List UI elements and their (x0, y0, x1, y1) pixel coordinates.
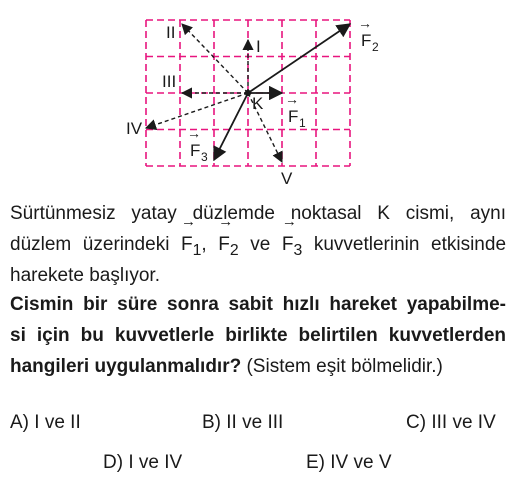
label-i: I (256, 37, 261, 56)
line2-post: kuvvetlerinin etkisinde (313, 234, 507, 255)
svg-text:F: F (190, 141, 201, 160)
point-k (245, 90, 251, 96)
line2-pre: düzlem üzerindeki (10, 234, 170, 255)
option-e[interactable]: E) IV ve V (306, 452, 392, 473)
question-line-3: harekete başlıyor. (10, 265, 160, 286)
label-iii: III (162, 72, 177, 91)
label-iv: IV (126, 119, 143, 138)
arrow-ii (182, 24, 248, 93)
label-k: K (252, 94, 264, 113)
option-b[interactable]: B) II ve III (202, 412, 284, 433)
svg-text:F: F (288, 107, 299, 126)
label-f1 (285, 91, 306, 130)
system-note: (Sistem eşit bölmelidir.) (246, 356, 443, 377)
arrow-f2 (248, 24, 350, 93)
vector-f1: → $F_1$ (181, 229, 201, 266)
bold-ask: hangileri uygulanmalıdır? (10, 356, 242, 377)
svg-text:3: 3 (201, 150, 208, 164)
svg-text:→: → (187, 125, 201, 141)
question-bold-line-2: si için bu kuvvetlerle birlikte belirtilen kuvvetlerden (10, 325, 506, 346)
vector-f2: → $F_2$ (218, 229, 238, 266)
question-bold-line-3 (10, 351, 506, 382)
option-d[interactable]: D) I ve IV (103, 452, 183, 473)
label-v: V (281, 169, 293, 188)
question-bold-line-1: Cismin bir süre sonra sabit hızlı hareket yapabilme- (10, 294, 506, 315)
option-a[interactable]: A) I ve II (10, 412, 81, 433)
option-c[interactable]: C) III ve IV (406, 412, 496, 433)
label-f3 (187, 125, 208, 164)
svg-text:2: 2 (372, 40, 379, 54)
svg-text:→: → (285, 91, 299, 107)
question-line-2: düzlem üzerindeki → $F_1$, → $F_2$ ve → $F_3$ kuvvetlerinin etkisinde (10, 229, 506, 266)
question-line-1: Sürtünmesiz yatay düzlemde noktasal K cismi, aynı (10, 203, 506, 224)
vector-f3: → $F_3$ (282, 229, 302, 266)
svg-text:1: 1 (299, 116, 306, 130)
label-f2 (358, 15, 379, 54)
force-grid-figure (0, 0, 516, 195)
svg-text:→: → (358, 15, 372, 31)
label-ii: II (166, 23, 176, 42)
connector-ve: ve (250, 234, 271, 255)
svg-text:F: F (361, 31, 372, 50)
